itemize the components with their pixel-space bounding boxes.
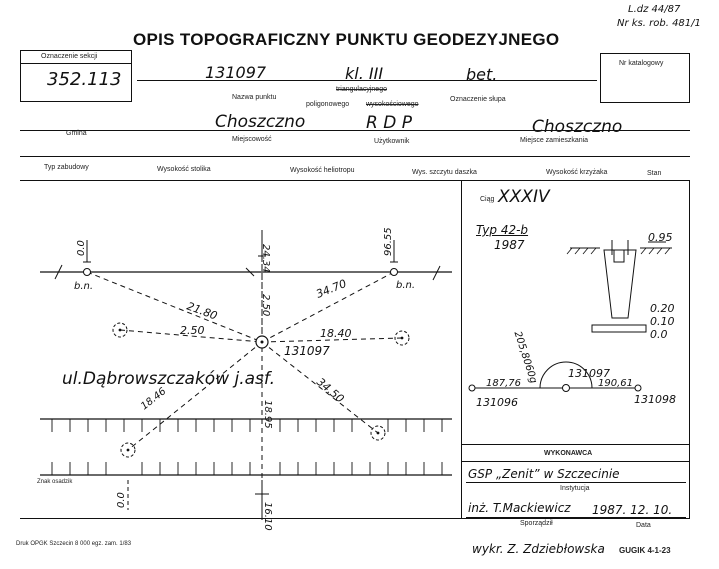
user-label: Użytkownik — [374, 138, 410, 145]
point-name-label: Nazwa punktu — [232, 94, 277, 101]
marker-type: Typ 42-b — [476, 223, 529, 237]
dist-lower-left: 18.46 — [139, 386, 169, 413]
mini-angle: 205,8060g — [511, 330, 539, 385]
executor-title: WYKONAWCA — [544, 450, 593, 457]
gmina-label: Gmina — [66, 130, 87, 137]
pillar-value: bet. — [466, 65, 498, 84]
residence-label: Miejsce zamieszkania — [520, 137, 589, 144]
dist-center-up: 2.50 — [260, 294, 271, 317]
type-struck-2: wysokościowego — [366, 101, 419, 108]
point-class-value: kl. III — [345, 64, 384, 83]
print-note: Druk OPGK Szczecin 8 000 egz. zam. 1/83 — [16, 541, 132, 547]
left-height-label: 0.0 — [76, 240, 87, 256]
depth-top: 0.95 — [648, 231, 673, 244]
center-point-label: 131097 — [284, 344, 330, 358]
mini-dist-right: 190,61 — [598, 378, 633, 389]
bn-right-label: b.n. — [396, 280, 416, 291]
institution-value: GSP „Zenit” w Szczecinie — [468, 467, 620, 481]
locality-label: Miejscowość — [232, 136, 272, 143]
attr-build-type: Typ zabudowy — [44, 164, 89, 171]
depth-000: 0.0 — [650, 328, 668, 341]
point-name-value: 131097 — [205, 63, 267, 82]
section-label: Oznaczenie sekcji — [41, 53, 98, 60]
author-value: inż. T.Mackiewicz — [468, 501, 571, 515]
mini-right-label: 131098 — [634, 393, 676, 406]
date-label: Data — [636, 522, 651, 529]
dist-upper-left: 21.80 — [184, 299, 220, 323]
dist-lower-right: 34.50 — [314, 375, 347, 406]
street-name: ul.Dąbrowszczaków j.asf. — [62, 369, 276, 389]
pillar-label: Oznaczenie słupa — [450, 96, 506, 103]
attr-cross-height: Wysokość krzyżaka — [546, 169, 608, 176]
depth-010: 0.10 — [650, 315, 675, 328]
type-struck-1: triangulacyjnego — [336, 86, 387, 93]
ciag-value: XXXIV — [498, 187, 550, 207]
signs-label: Znak osadzik — [37, 479, 73, 485]
catalog-label: Nr katalogowy — [619, 60, 664, 67]
top-height-label: 24.34 — [260, 244, 271, 273]
attr-roof-height: Wys. szczytu daszka — [412, 169, 477, 176]
institution-label: Instytucja — [560, 485, 590, 492]
ciag-label: Ciąg — [480, 196, 495, 203]
dist-upper-right: 34.70 — [314, 276, 349, 301]
dist-left-mid: 2.50 — [180, 324, 205, 337]
form-title: OPIS TOPOGRAFICZNY PUNKTU GEODEZYJNEGO — [133, 30, 560, 49]
form-code: GUGIK 4-1-23 — [619, 546, 671, 555]
bottom-left-height: 0.0 — [116, 492, 127, 508]
dist-lower-mid: 18.95 — [262, 400, 273, 429]
bottom-mid-height: 16.10 — [262, 502, 273, 531]
mini-dist-left: 187,76 — [486, 378, 521, 389]
attr-table-height: Wysokość stolika — [157, 166, 211, 173]
attr-heliotrope-height: Wysokość heliotropu — [290, 167, 355, 174]
date-value: 1987. 12. 10. — [592, 503, 673, 517]
mini-left-label: 131096 — [476, 396, 518, 409]
dist-right-mid: 18.40 — [320, 327, 352, 340]
locality-value: Choszczno — [215, 112, 306, 132]
section-value: 352.113 — [47, 69, 122, 90]
residence-value: Choszczno — [532, 117, 623, 137]
attr-state: Stan — [647, 170, 662, 177]
work-book-number: Nr ks. rob. 481/1 — [617, 18, 701, 29]
author-label: Sporządził — [520, 520, 553, 527]
user-value: R D P — [366, 113, 412, 133]
registry-number: L.dz 44/87 — [628, 4, 681, 15]
depth-020: 0.20 — [650, 302, 675, 315]
bn-left-label: b.n. — [74, 281, 94, 292]
mini-center-label: 131097 — [568, 367, 610, 380]
drawn-by: wykr. Z. Zdziebłowska — [472, 542, 605, 556]
marker-year: 1987 — [494, 238, 525, 252]
right-height-label: 96.55 — [383, 227, 394, 256]
point-type-label: poligonowego — [306, 101, 350, 108]
